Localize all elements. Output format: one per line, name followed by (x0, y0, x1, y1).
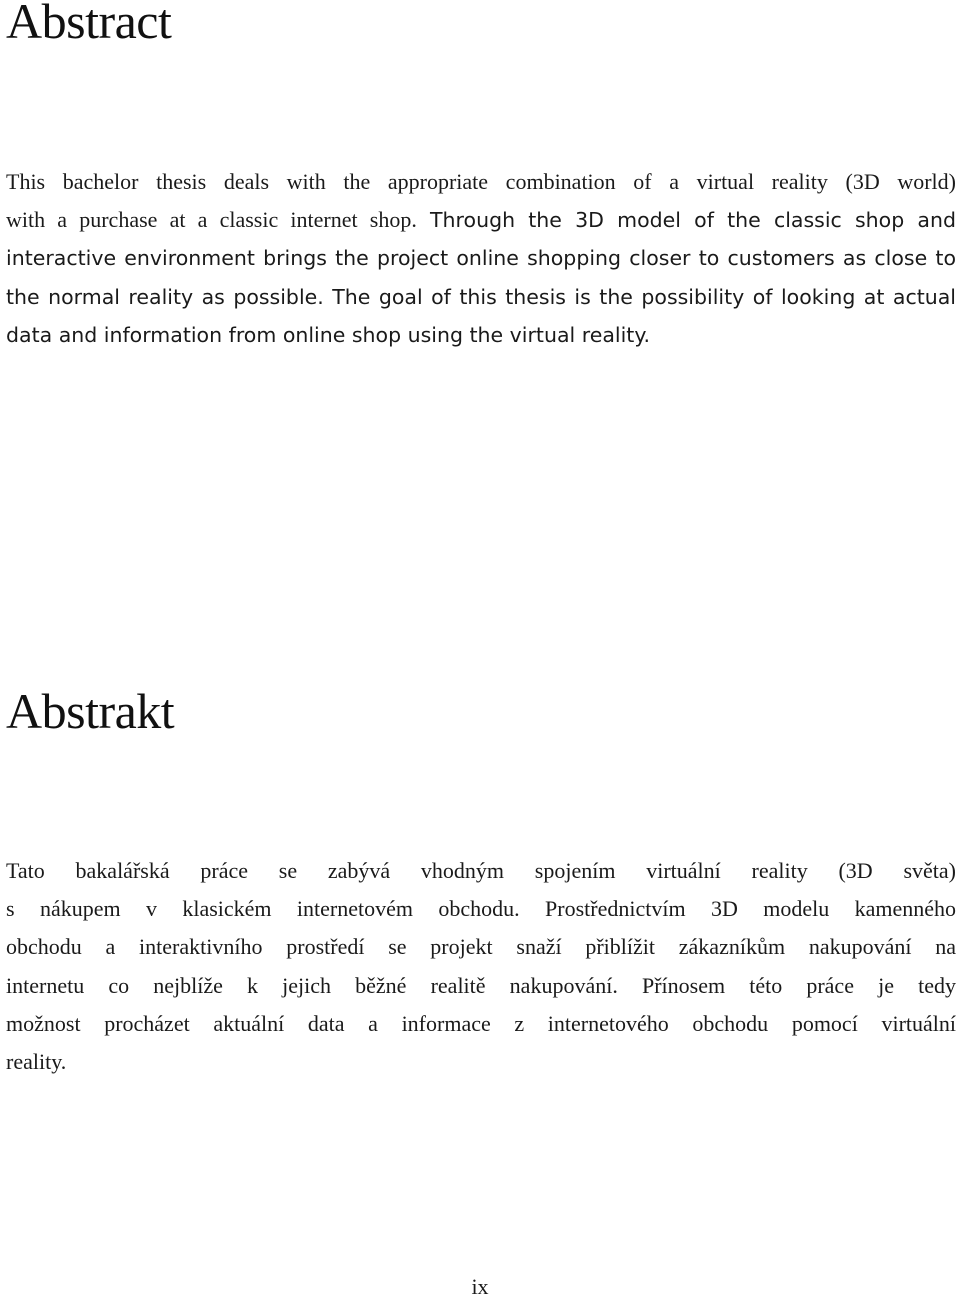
page-number: ix (471, 1274, 489, 1299)
abstract-line-4 (6, 278, 956, 316)
text-segment: interactive environment brings the project online shopping closer to customers as close to (6, 246, 956, 271)
text-segment: This bachelor thesis deals with the appropriate combination of a virtual reality (3D world) (6, 169, 956, 194)
abstract-line-3 (6, 239, 956, 277)
abstract-line-2 (6, 201, 956, 239)
text-segment: Through the 3D model of the classic shop and (416, 208, 956, 233)
abstract-line-5 (6, 316, 956, 354)
abstrakt-line-3: obchodu a interaktivního prostředí se projekt snaží přiblížit zákazníkům nakupování na (6, 934, 956, 960)
abstrakt-line-1: Tato bakalářská práce se zabývá vhodným spojením virtuální reality (3D světa) (6, 858, 956, 883)
abstrakt-heading: Abstrakt (6, 683, 175, 739)
abstract-heading: Abstract (6, 0, 172, 49)
abstrakt-line-5: možnost procházet aktuální data a informace z internetového obchodu pomocí virtuální (6, 1010, 956, 1036)
abstrakt-paragraph (6, 852, 956, 1081)
text-segment: data and information from online shop using the virtual reality. (6, 322, 651, 347)
text-segment: the normal reality as possible. (6, 284, 324, 309)
abstrakt-line-6: reality. (6, 1048, 67, 1074)
abstract-paragraph (6, 163, 956, 354)
text-segment: with a purchase at a classic internet shop. (6, 207, 417, 233)
abstrakt-line-2: s nákupem v klasickém internetovém obchodu. Prostřednictvím 3D modelu kamenného (6, 896, 956, 922)
text-segment: The goal of this thesis is the possibility of looking at actual (323, 284, 956, 309)
abstrakt-line-4: internetu co nejblíže k jejich běžné realitě nakupování. Přínosem této práce je tedy (6, 972, 956, 998)
abstract-line-1 (6, 163, 956, 201)
